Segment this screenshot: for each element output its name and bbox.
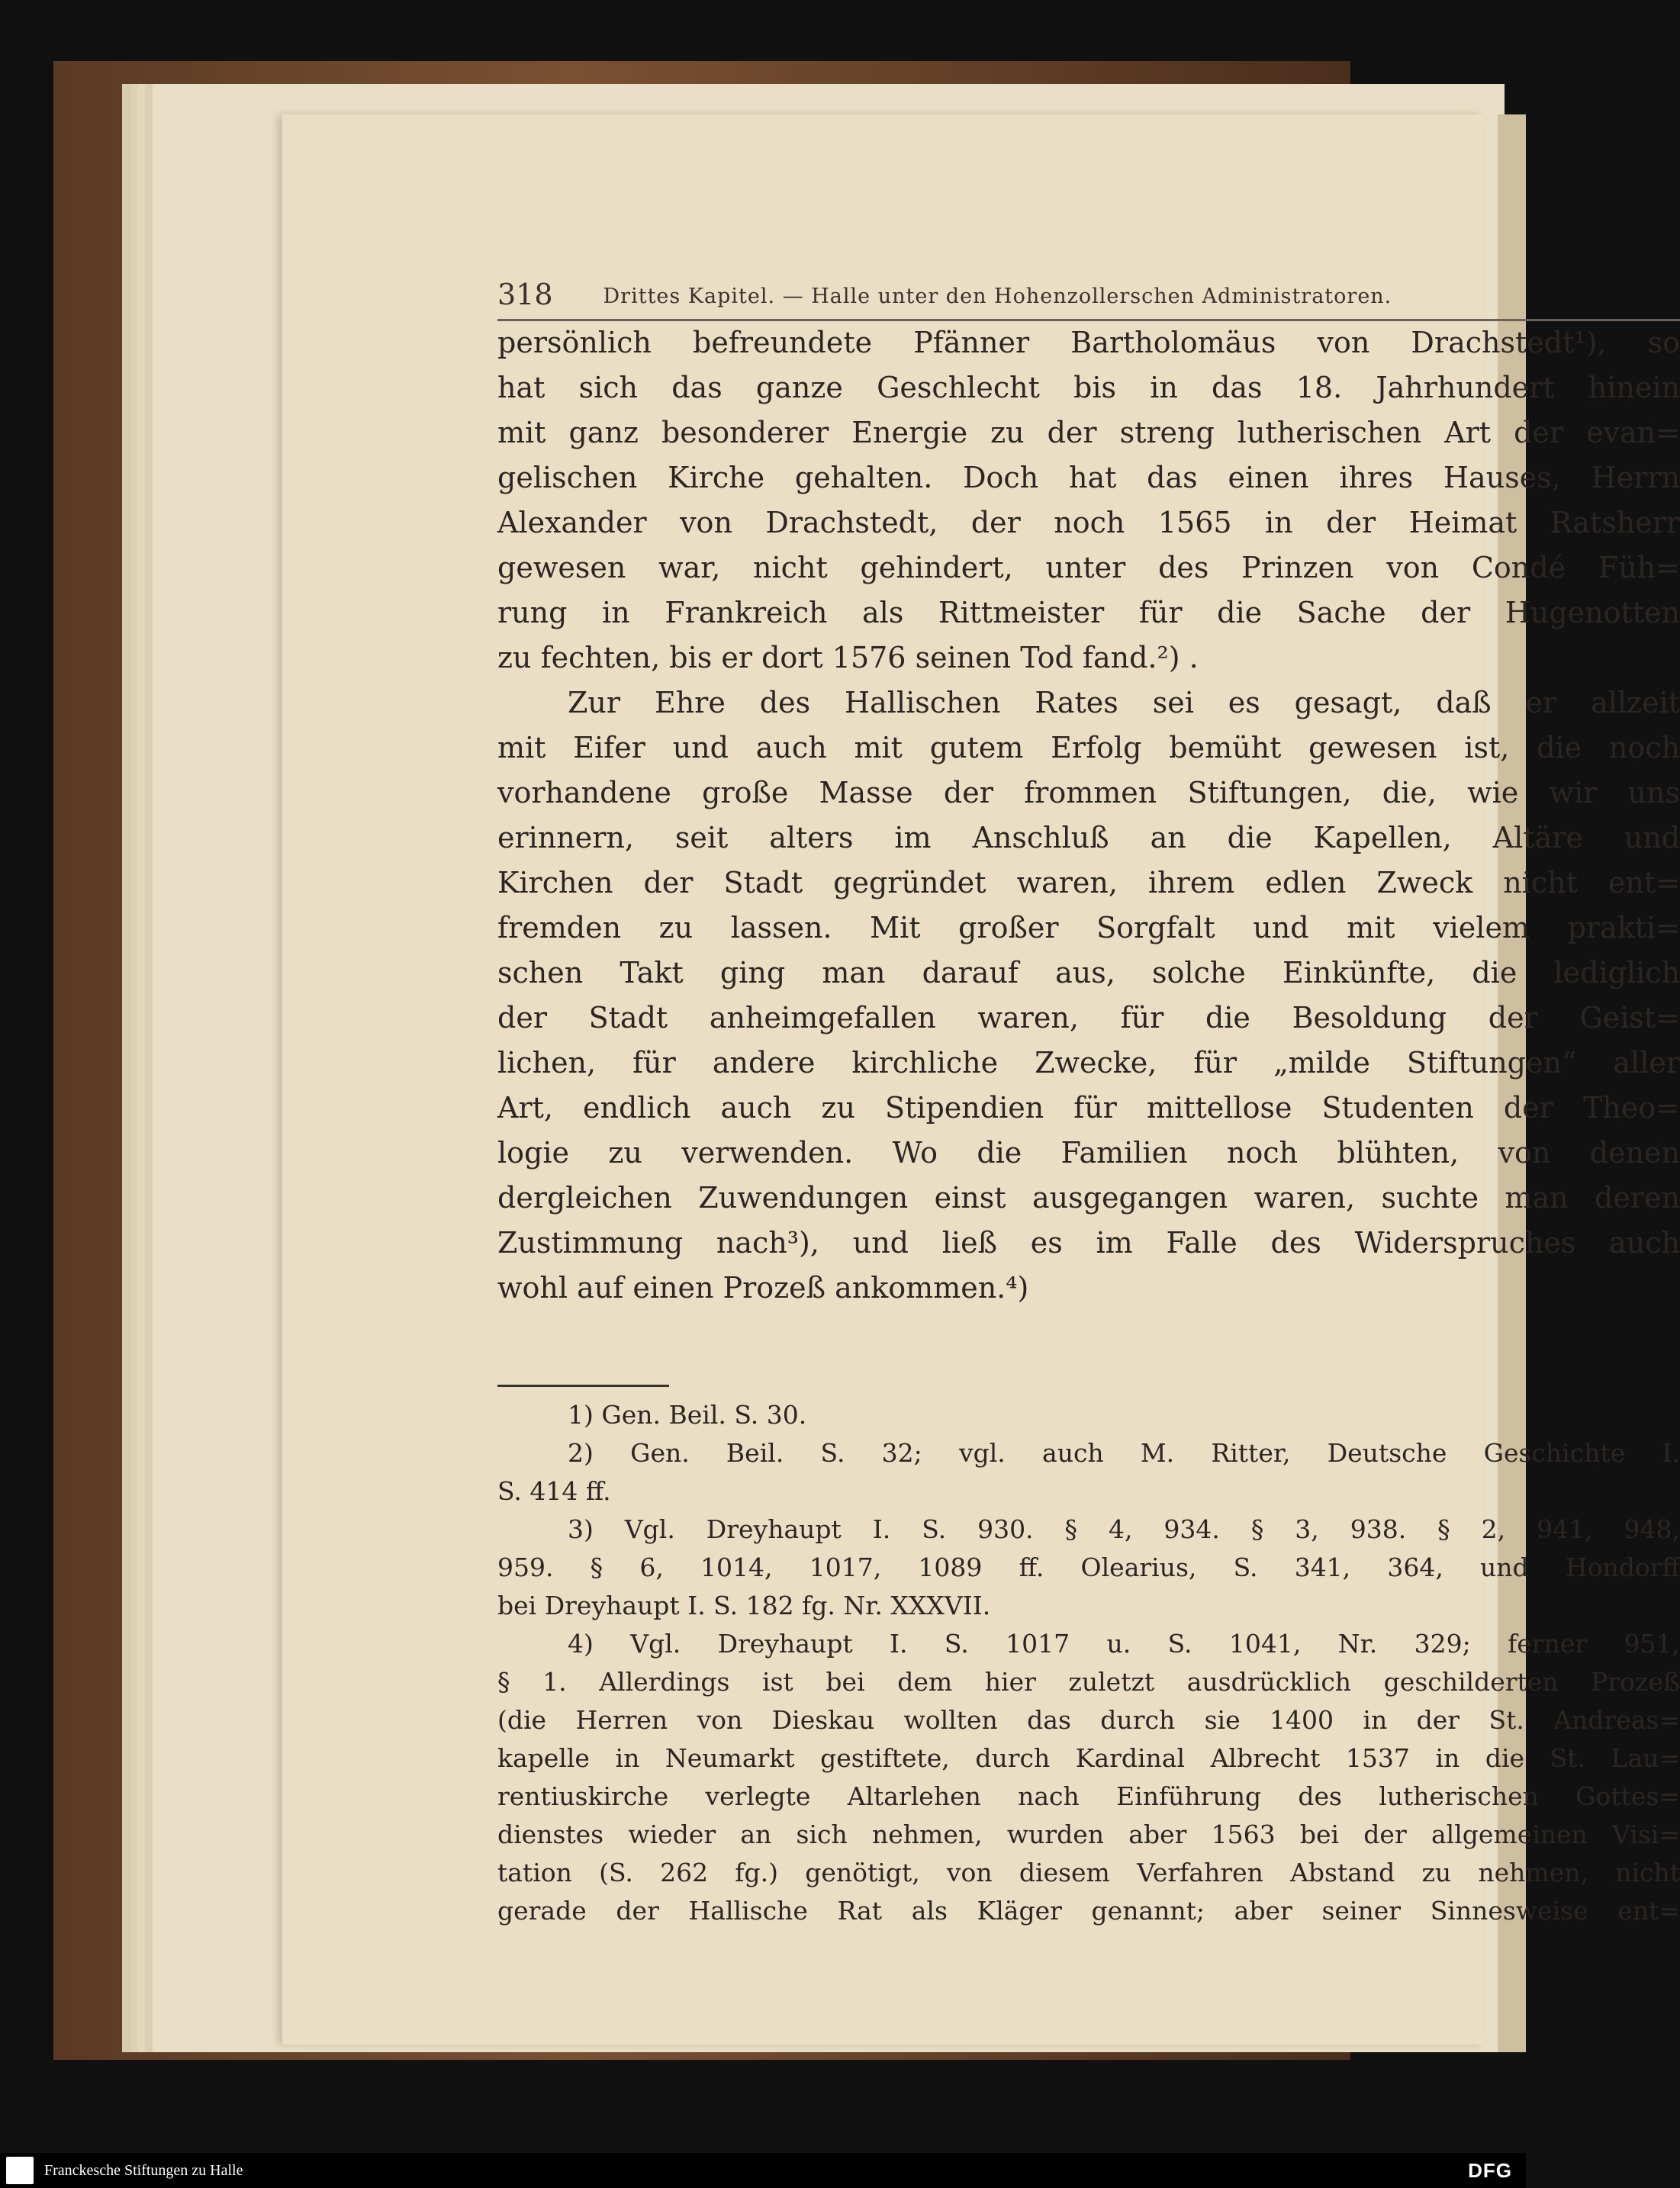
footnote-line: bei Dreyhaupt I. S. 182 fg. Nr. XXXVII.: [497, 1591, 991, 1620]
body-line: wohl auf einen Prozeß ankommen.⁴): [497, 1271, 1029, 1305]
body-line: persönlich befreundete Pfänner Bartholomäus von Drachstedt¹), so: [497, 326, 1680, 359]
body-line: erinnern, seit alters im Anschluß an die Kapellen, Altäre und: [497, 821, 1680, 854]
footnote-line: gerade der Hallische Rat als Kläger genannt; aber seiner Sinnesweise ent=: [497, 1896, 1680, 1926]
dfg-logo: DFG: [1468, 2158, 1512, 2182]
footnote-line: (die Herren von Dieskau wollten das durch sie 1400 in der St. Andreas=: [497, 1705, 1680, 1735]
body-line: Art, endlich auch zu Stipendien für mittellose Studenten der Theo=: [497, 1091, 1680, 1125]
body-line: fremden zu lassen. Mit großer Sorgfalt und mit vielem prakti=: [497, 911, 1680, 944]
body-line: mit ganz besonderer Energie zu der streng lutherischen Art der evan=: [497, 416, 1680, 449]
running-head: Drittes Kapitel. — Halle unter den Hohenzollerschen Administratoren.: [603, 285, 1392, 308]
body-line: hat sich das ganze Geschlecht bis in das 18. Jahrhundert hinein: [497, 371, 1680, 404]
footer-bar: [0, 2153, 1526, 2188]
institution-logo-icon: [6, 2157, 34, 2184]
footnote-line: rentiuskirche verlegte Altarlehen nach Einführung des lutherischen Gottes=: [497, 1781, 1680, 1811]
body-line: der Stadt anheimgefallen waren, für die Besoldung der Geist=: [497, 1001, 1680, 1034]
footnotes: [497, 1396, 1680, 1930]
body-line: Kirchen der Stadt gegründet waren, ihrem edlen Zweck nicht ent=: [497, 866, 1680, 899]
footnote-line: 2) Gen. Beil. S. 32; vgl. auch M. Ritter, Deutsche Geschichte I.: [568, 1438, 1680, 1468]
institution-name: Franckesche Stiftungen zu Halle: [44, 2161, 243, 2179]
body-line: Zur Ehre des Hallischen Rates sei es gesagt, daß er allzeit: [568, 686, 1680, 719]
footnote-divider: [497, 1385, 669, 1387]
footnote-line: 3) Vgl. Dreyhaupt I. S. 930. § 4, 934. § 3, 938. § 2, 941, 948,: [568, 1514, 1680, 1544]
page-header: [497, 258, 1680, 321]
body-line: zu fechten, bis er dort 1576 seinen Tod fand.²) .: [497, 641, 1199, 674]
footnote-line: 1) Gen. Beil. S. 30.: [568, 1400, 807, 1430]
body-text: [497, 320, 1680, 1311]
body-line: logie zu verwenden. Wo die Familien noch blühten, von denen: [497, 1136, 1680, 1170]
body-line: Zustimmung nach³), und ließ es im Falle des Widerspruches auch: [497, 1226, 1680, 1260]
body-line: mit Eifer und auch mit gutem Erfolg bemüht gewesen ist, die noch: [497, 731, 1680, 764]
footnote-line: dienstes wieder an sich nehmen, wurden aber 1563 bei der allgemeinen Visi=: [497, 1820, 1680, 1849]
body-line: gewesen war, nicht gehindert, unter des Prinzen von Condé Füh=: [497, 551, 1680, 584]
body-line: schen Takt ging man darauf aus, solche Einkünfte, die lediglich: [497, 956, 1680, 989]
body-line: lichen, für andere kirchliche Zwecke, für „milde Stiftungen“ aller: [497, 1046, 1680, 1080]
body-line: rung in Frankreich als Rittmeister für die Sache der Hugenotten: [497, 596, 1680, 629]
footnote-line: S. 414 ff.: [497, 1476, 611, 1506]
book-page: [282, 114, 1680, 2045]
footnote-line: tation (S. 262 fg.) genötigt, von diesem Verfahren Abstand zu nehmen, nicht: [497, 1858, 1680, 1887]
body-line: vorhandene große Masse der frommen Stiftungen, die, wie wir uns: [497, 776, 1680, 809]
body-line: Alexander von Drachstedt, der noch 1565 in der Heimat Ratsherr: [497, 506, 1680, 539]
footnote-line: kapelle in Neumarkt gestiftete, durch Kardinal Albrecht 1537 in die St. Lau=: [497, 1743, 1680, 1773]
page-number: 318: [497, 278, 553, 311]
footnote-line: 959. § 6, 1014, 1017, 1089 ff. Olearius, S. 341, 364, und Hondorff: [497, 1553, 1680, 1582]
footer-left: [0, 2157, 243, 2184]
footnote-line: 4) Vgl. Dreyhaupt I. S. 1017 u. S. 1041, Nr. 329; ferner 951,: [568, 1629, 1680, 1659]
body-line: gelischen Kirche gehalten. Doch hat das einen ihres Hauses, Herrn: [497, 461, 1680, 494]
body-line: dergleichen Zuwendungen einst ausgegangen waren, suchte man deren: [497, 1181, 1680, 1215]
footnote-line: § 1. Allerdings ist bei dem hier zuletzt ausdrücklich geschilderten Prozeß: [497, 1667, 1680, 1697]
